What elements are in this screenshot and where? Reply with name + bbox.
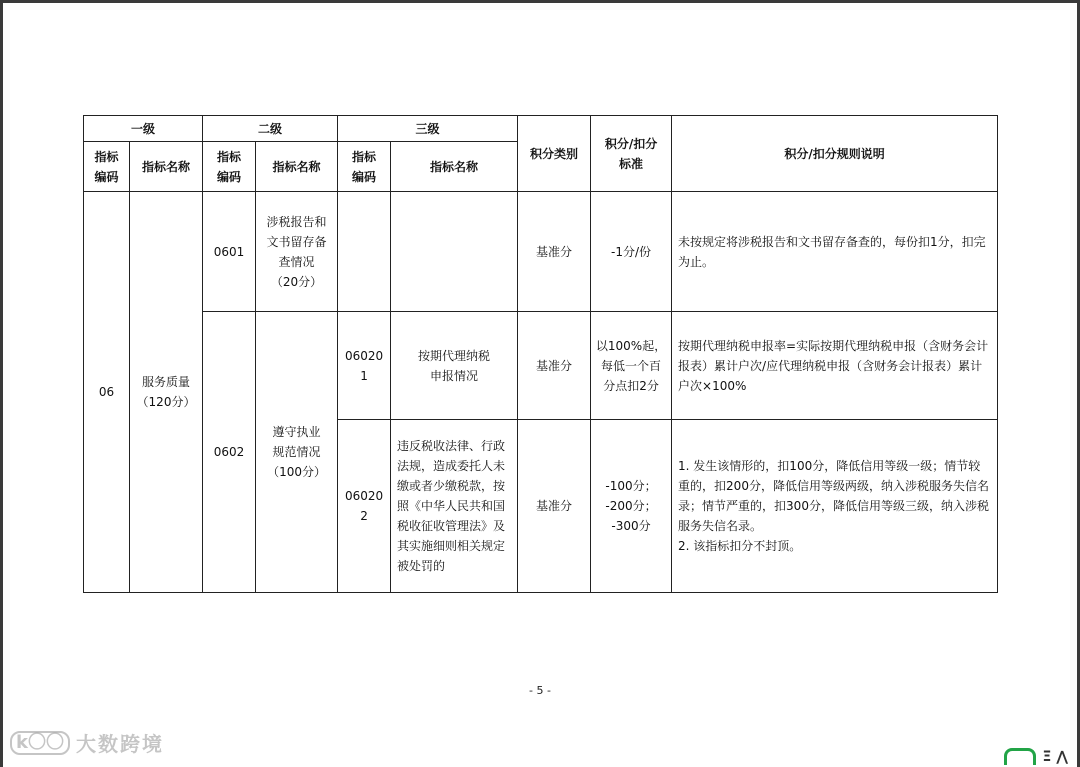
header-name2: 指标名称 — [256, 142, 338, 192]
header-code2: 指标 编码 — [203, 142, 256, 192]
standard-060201: 以100%起， 每低一个百 分点扣2分 — [591, 312, 672, 420]
rule-0601: 未按规定将涉税报告和文书留存备查的，每份扣1分，扣完为止。 — [672, 192, 998, 312]
header-standard: 积分/扣分 标准 — [591, 116, 672, 192]
category-060202: 基准分 — [518, 420, 591, 593]
watermark-logo-icon: k〇〇 — [10, 731, 70, 755]
l3-name-060202: 违反税收法律、行政法规，造成委托人未缴或者少缴税款，按照《中华人民共和国税收征收管理法》及其实施细则相关规定被处罚的 — [391, 420, 518, 593]
rule-060201: 按期代理纳税申报率=实际按期代理纳税申报（含财务会计报表）累计户次/应代理纳税申报（含财务会计报表）累计户次×100% — [672, 312, 998, 420]
corner-glyph: Ξ ⋀ — [1042, 748, 1068, 765]
page-border-top — [0, 0, 1080, 3]
header-category: 积分类别 — [518, 116, 591, 192]
header-level2: 二级 — [203, 116, 338, 142]
header-level3: 三级 — [338, 116, 518, 142]
l3-code-060202: 060202 — [338, 420, 391, 593]
l2-name-0601: 涉税报告和 文书留存备 查情况 （20分） — [256, 192, 338, 312]
app-logo-icon — [1004, 748, 1036, 765]
l3-name-060201: 按期代理纳税 申报情况 — [391, 312, 518, 420]
l1-code: 06 — [84, 192, 130, 593]
l3-name-empty — [391, 192, 518, 312]
header-row-levels — [84, 116, 998, 142]
page-border-left — [0, 0, 3, 767]
table-row — [84, 312, 998, 420]
l2-code-0601: 0601 — [203, 192, 256, 312]
header-name3: 指标名称 — [391, 142, 518, 192]
page-number: - 5 - — [529, 684, 551, 697]
category-0601: 基准分 — [518, 192, 591, 312]
header-code1: 指标 编码 — [84, 142, 130, 192]
l3-code-empty — [338, 192, 391, 312]
header-name1: 指标名称 — [130, 142, 203, 192]
table-row — [84, 192, 998, 312]
standard-0601: -1分/份 — [591, 192, 672, 312]
rule-060202: 1. 发生该情形的，扣100分，降低信用等级一级；情节较重的，扣200分，降低信用等级两级，纳入涉税服务失信名录；情节严重的，扣300分，降低信用等级三级，纳入涉税服务失信名录。 2. 该指标扣分不封顶。 — [672, 420, 998, 593]
l2-code-0602: 0602 — [203, 312, 256, 593]
header-level1: 一级 — [84, 116, 203, 142]
l1-name: 服务质量 （120分） — [130, 192, 203, 593]
l3-code-060201: 060201 — [338, 312, 391, 420]
category-060201: 基准分 — [518, 312, 591, 420]
l2-name-0602: 遵守执业 规范情况 （100分） — [256, 312, 338, 593]
header-code3: 指标 编码 — [338, 142, 391, 192]
scoring-table — [83, 115, 998, 593]
watermark — [10, 728, 164, 757]
header-rule: 积分/扣分规则说明 — [672, 116, 998, 192]
corner-mark — [1004, 748, 1068, 765]
standard-060202: -100分； -200分； -300分 — [591, 420, 672, 593]
watermark-text: 大数跨境 — [75, 732, 164, 756]
